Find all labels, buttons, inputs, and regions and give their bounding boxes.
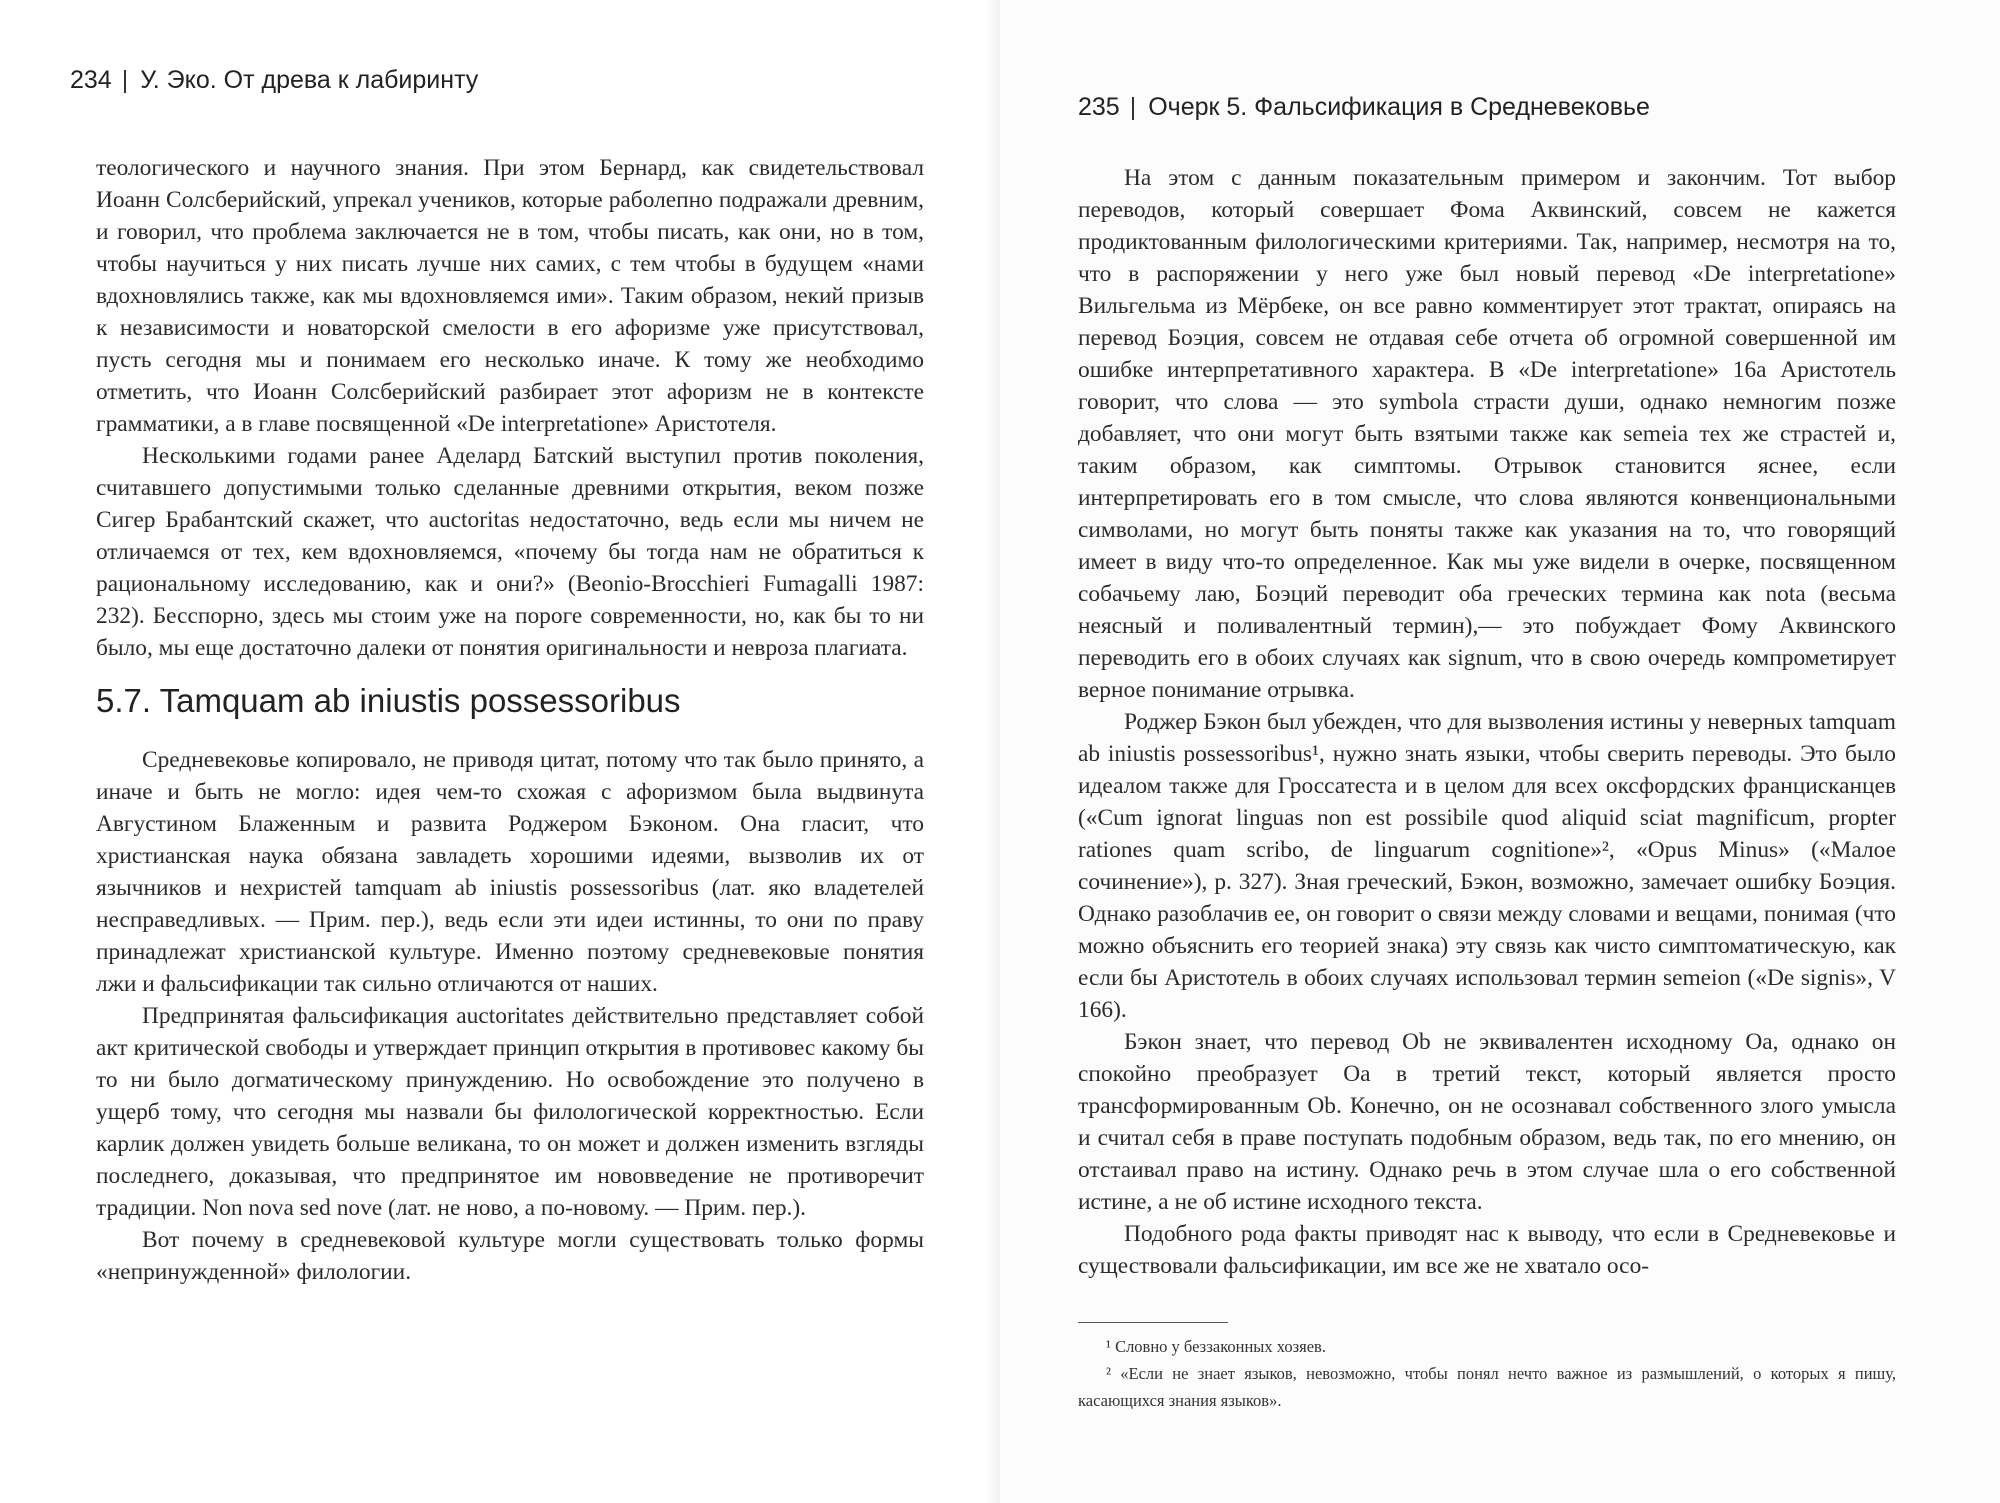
footnote: ¹ Словно у беззаконных хозяев. — [1106, 1337, 1326, 1356]
section-heading: 5.7. Tamquam ab iniustis possessoribus — [96, 682, 681, 719]
left-page-body — [96, 152, 924, 1288]
running-header — [70, 66, 478, 95]
header-separator: | — [121, 66, 129, 94]
paragraph: Подобного рода факты приводят нас к выводу, что если в Средневековье и существовали фальсификации, им все же не хватало осо- — [1078, 1221, 1896, 1279]
paragraph: Несколькими годами ранее Аделард Батский выступил против поколения, считавшего допустимыми только сделанные древними открытия, веком позже Сигер Брабантский скажет, что auctoritas недостаточно, ведь если мы ничем не отличаемся от тех, кем вдохновляемся, «почему бы тогда нам не обратиться к рациональному исследованию, как и они?» (Beonio-Brocchieri Fumagalli 1987: 232). Бесспорно, здесь мы стоим уже на пороге современности, но, как бы то ни было, мы еще достаточно далеки от понятия оригинальности и невроза плагиата. — [96, 443, 924, 661]
header-separator: | — [1129, 93, 1137, 121]
paragraph: Средневековье копировало, не приводя цитат, потому что так было принято, а иначе и быть не могло: идея чем-то схожая с афоризмом была выдвинута Августином Блаженным и развита Роджером Бэконом. Она гласит, что христианская наука обязана завладеть хорошими идеями, вызволив их от язычников и нехристей tamquam ab iniustis possessoribus (лат. яко владетелей несправедливых. — Прим. пер.), ведь если эти идеи истинны, то они по праву принадлежат христианской культуре. Именно поэтому средневековые понятия лжи и фальсификации так сильно отличаются от наших. — [96, 747, 924, 997]
right-page-body — [1078, 162, 1896, 1414]
footnote-rule — [1078, 1322, 1228, 1323]
paragraph: Бэкон знает, что перевод Ob не эквивалентен исходному Oa, однако он спокойно преобразует Oa в третий текст, который является просто трансформированным Ob. Конечно, он не осознавал собственного злого умысла и считал себя в праве поступать подобным образом, ведь так, по его мнению, он отстаивал право на истину. Однако речь в этом случае шла о его собственной истине, а не об истине исходного текста. — [1078, 1029, 1896, 1215]
paragraph: Роджер Бэкон был убежден, что для вызволения истины у неверных tamquam ab iniustis possessoribus¹, нужно знать языки, чтобы сверить переводы. Это было идеалом также для Гроссатеста и в целом для всех оксфордских францисканцев («Cum ignorat linguas non est possibile quod aliquid sciat magnificum, propter rationes quam scribo, de linguarum cognitione»², «Opus Minus» («Малое сочинение»), p. 327). Зная греческий, Бэкон, возможно, замечает ошибку Боэция. Однако разоблачив ее, он говорит о связи между словами и вещами, понимая (что можно объяснить его теорией знака) эту связь как чисто симптоматическую, как если бы Аристотель в обоих случаях использовал термин semeion («De signis», V 166). — [1078, 709, 1896, 1023]
paragraph: Предпринятая фальсификация auctoritates действительно представляет собой акт критической свободы и утверждает принцип открытия в противовес какому бы то ни было догматическому принуждению. Но освобождение это получено в ущерб тому, что сегодня мы назвали бы филологической корректностью. Если карлик должен увидеть больше великана, то он может и должен изменить взгляды последнего, доказывая, что предпринятое им нововведение не противоречит традиции. Non nova sed nove (лат. не ново, а по-новому. — Прим. пер.). — [96, 1003, 924, 1221]
footnotes — [1078, 1333, 1896, 1414]
footnote: ² «Если не знает языков, невозможно, чтобы понял нечто важное из размышлений, о которых я пишу, касающихся знания языков». — [1078, 1364, 1896, 1410]
paragraph: На этом с данным показательным примером и закончим. Тот выбор переводов, который совершает Фома Аквинский, совсем не кажется продиктованным филологическими критериями. Так, например, несмотря на то, что в распоряжении у него уже был новый перевод «De interpretatione» Вильгельма из Мёрбеке, он все равно комментирует этот трактат, опираясь на перевод Боэция, совсем не отдавая себе отчета об огромной совершенной им ошибке интерпретативного характера. В «De interpretatione» 16a Аристотель говорит, что слова — это symbola страсти души, однако немногим позже добавляет, что они могут быть взятыми также как semeia тех же страстей и, таким образом, как симптомы. Отрывок становится яснее, если интерпретировать его в том смысле, что слова являются конвенциональными символами, но могут быть поняты также как указания на то, что говорящий имеет в виду что-то определенное. Как мы уже видели в очерке, посвященном собачьему лаю, Боэций переводит оба греческих термина как nota (весьма неясный и поливалентный термин),— это побуждает Фому Аквинского переводить его в обоих случаях как signum, что в свою очередь компрометирует верное понимание отрывка. — [1078, 165, 1896, 703]
running-head-title: Очерк 5. Фальсификация в Средневековье — [1148, 93, 1650, 121]
running-header — [1078, 93, 1650, 122]
running-head-title: У. Эко. От древа к лабиринту — [140, 66, 479, 94]
page-number: 234 — [70, 66, 112, 94]
paragraph: теологического и научного знания. При этом Бернард, как свидетельствовал Иоанн Солсберийский, упрекал учеников, которые раболепно подражали древним, и говорил, что проблема заключается не в том, чтобы писать, как они, но в том, чтобы научиться у них писать лучше них самих, с тем чтобы в будущем «нами вдохновлялись также, как мы вдохновляемся ими». Таким образом, некий призыв к независимости и новаторской смелости в его афоризме уже присутствовал, пусть сегодня мы и понимаем его несколько иначе. К тому же необходимо отметить, что Иоанн Солсберийский разбирает этот афоризм не в контексте грамматики, а в главе посвященной «De interpretatione» Аристотеля. — [96, 155, 924, 437]
right-page — [1000, 0, 2000, 1503]
paragraph: Вот почему в средневековой культуре могли существовать только формы «непринужденной» филологии. — [96, 1227, 924, 1285]
page-number: 235 — [1078, 93, 1120, 121]
